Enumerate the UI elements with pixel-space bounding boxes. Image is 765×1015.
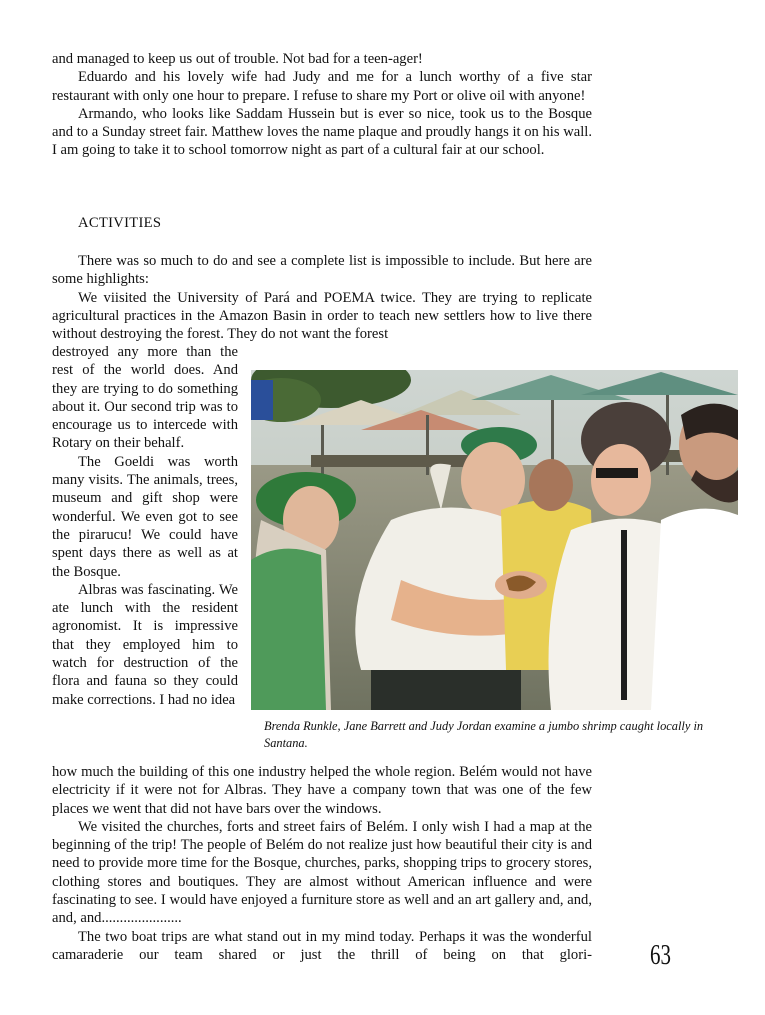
paragraph-intro: There was so much to do and see a complete list is impossible to include. But here are some highlights: xyxy=(52,253,592,288)
paragraph-eduardo: Eduardo and his lovely wife had Judy and me for a lunch worthy of a five star restaurant with only one hour to prepare. I refuse to share my Port or olive oil with anyone! xyxy=(52,69,592,104)
paragraph-region: how much the building of this one industry helped the whole region. Belém would not have electricity if it were not for Albras. They have a company town that was one of the few places we went that did not have bars over the windows. xyxy=(52,764,592,817)
wrapped-text-column xyxy=(52,343,238,709)
page-number: 63 xyxy=(650,940,671,971)
bottom-text-block xyxy=(52,763,592,983)
section-heading: ACTIVITIES xyxy=(78,215,162,231)
paragraph-armando: Armando, who looks like Saddam Hussein but is ever so nice, took us to the Bosque and to a Sunday street fair. Matthew loves the name plaque and proudly hangs it on his wall. I am going to take it to school tomorrow night as part of a cultural fair at our school. xyxy=(52,105,592,159)
paragraph-albras: Albras was fascinating. We ate lunch with the resident agronomist. It is impressive that they employed him to watch for destruction of the flora and fauna so they could make corrections. I had no idea xyxy=(52,581,238,708)
photo-illustration xyxy=(251,370,738,710)
paragraph-belem: We visited the churches, forts and street fairs of Belém. I only wish I had a map at the beginning of the trip! The people of Belém do not realize just how beautiful their city is and need to provide more time for the Bosque, churches, parks, shopping trips to grocery stores, clothing stores and boutiques. They are almost without American influence and were fascinating to see. I would have enjoyed a furniture store as well and an art gallery and, and, and, and...................... xyxy=(52,818,592,927)
activities-intro-block xyxy=(52,252,592,343)
paragraph-continuation: and managed to keep us out of trouble. Not bad for a teen-ager! xyxy=(52,51,423,67)
paragraph-university: We viisited the University of Pará and POEMA twice. They are trying to replicate agricultural practices in the Amazon Basin in order to teach new settlers how to live there without destroying the forest. They do not want the forest xyxy=(52,289,592,343)
photo-caption: Brenda Runkle, Jane Barrett and Judy Jordan examine a jumbo shrimp caught locally in Santana. xyxy=(264,719,704,750)
paragraph-goeldi: The Goeldi was worth many visits. The animals, trees, museum and gift shop were wonderful. We even got to see the pirarucu! We could have spent days there as well as at the Bosque. xyxy=(52,453,238,580)
photo xyxy=(251,370,738,710)
paragraph-forest: destroyed any more than the rest of the world does. And they are trying to do something about it. Our second trip was to encourage us to intercede with Rotary on their behalf. xyxy=(52,344,238,452)
paragraph-boat-trips: The two boat trips are what stand out in my mind today. Perhaps it was the wonderful camaraderie our team shared or just the thrill of being on that glori- xyxy=(52,928,592,963)
top-text-block xyxy=(52,50,592,160)
